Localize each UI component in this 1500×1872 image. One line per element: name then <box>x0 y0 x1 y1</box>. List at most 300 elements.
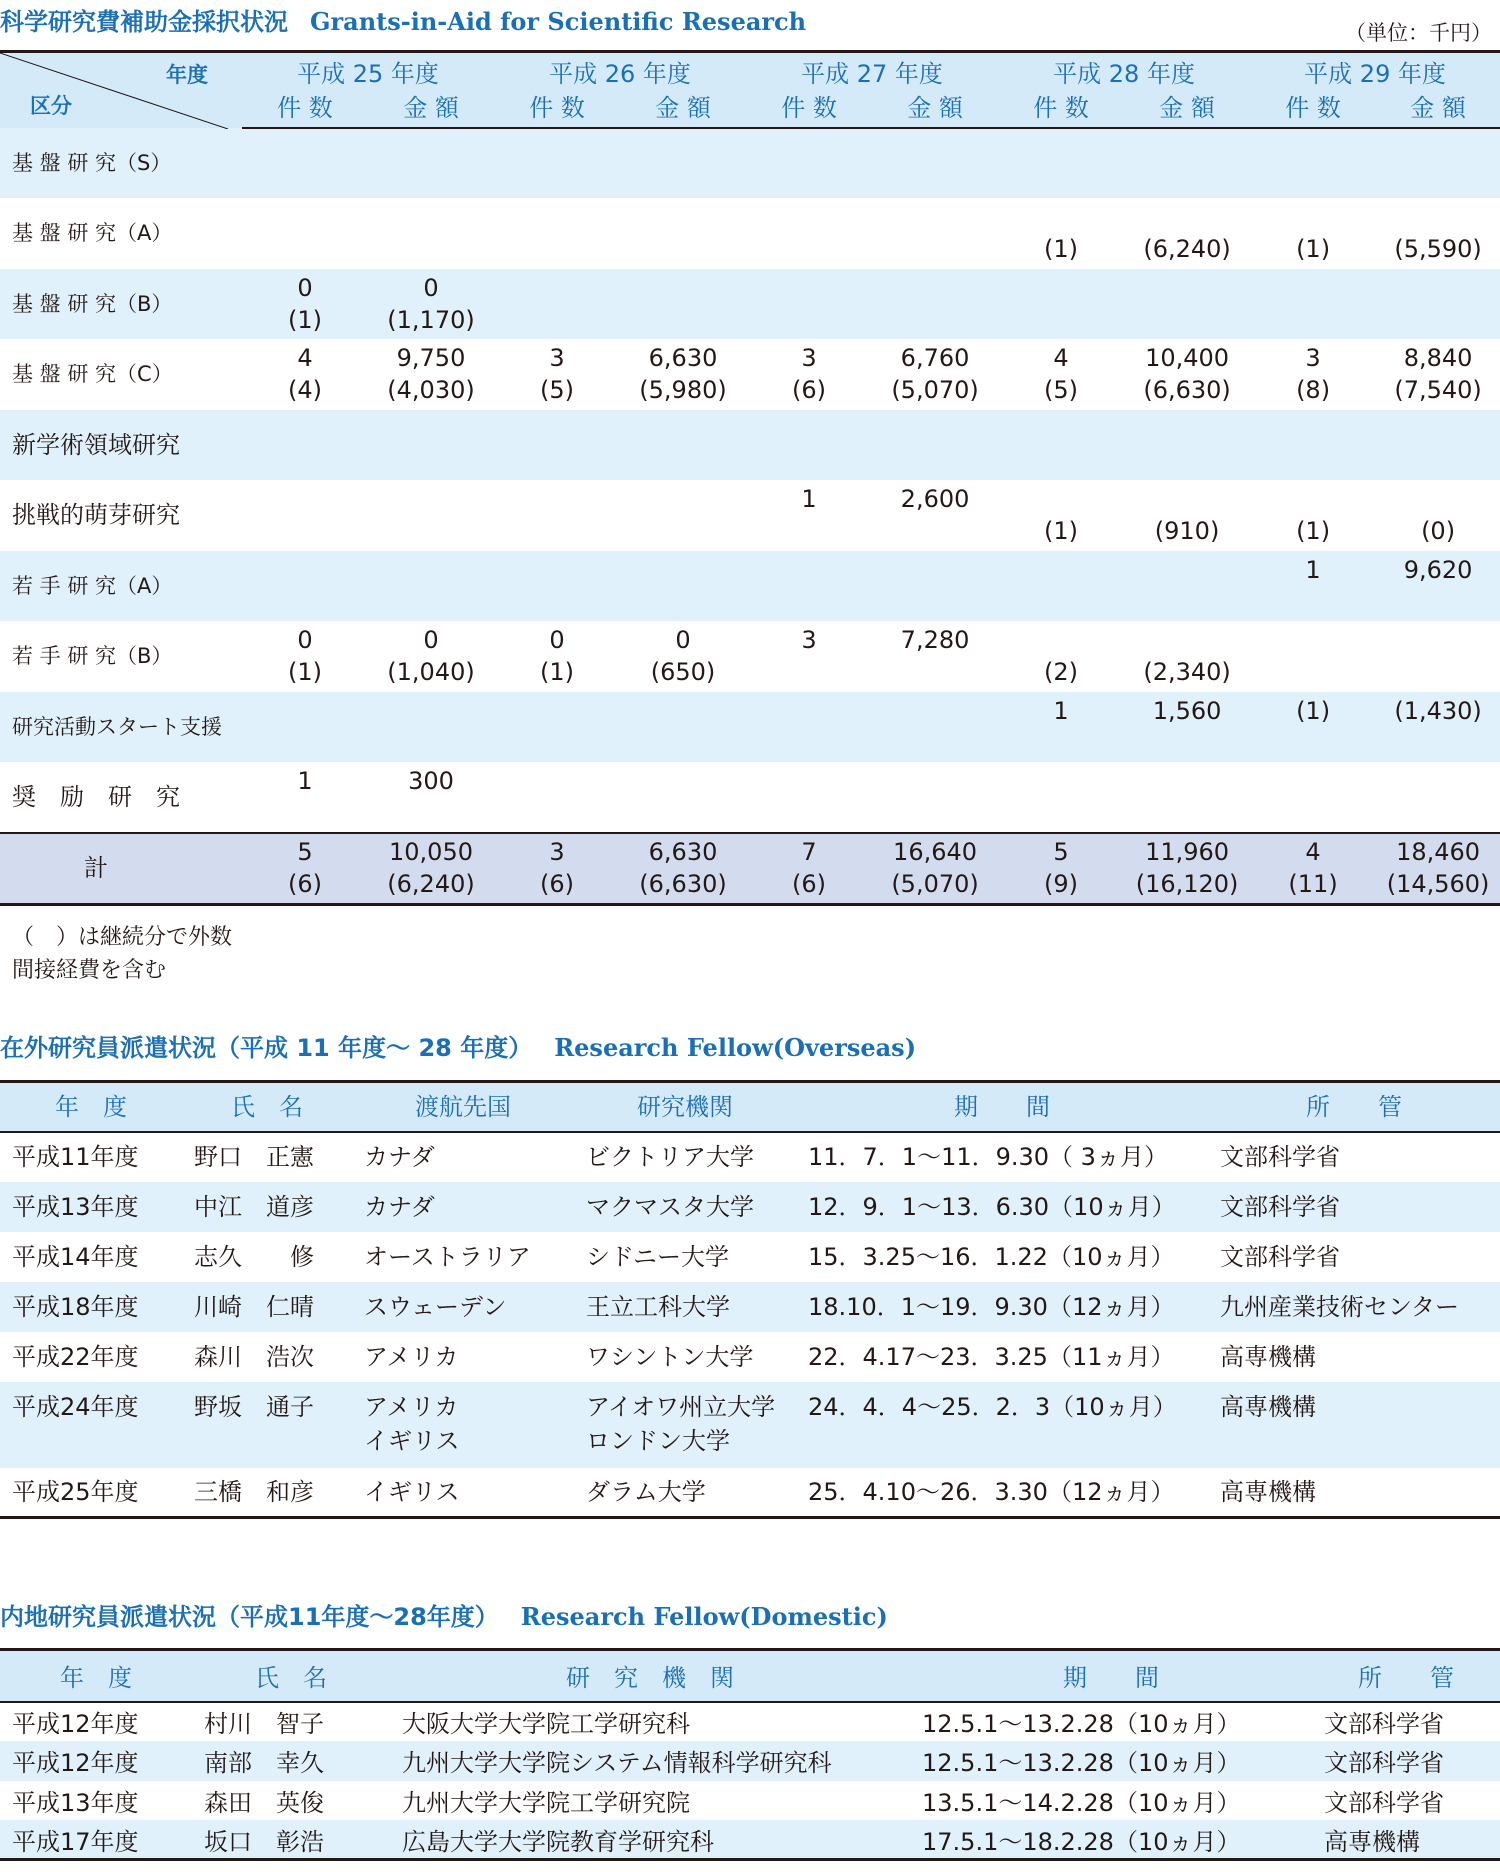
sub-header-count: 件 数 <box>746 90 872 128</box>
cell-line <box>998 304 1124 336</box>
table-cell: 平成13年度 <box>12 1788 139 1817</box>
table-cell: アメリカ <box>364 1342 459 1371</box>
total-label: 計 <box>0 833 242 905</box>
cell-line <box>620 163 746 195</box>
cell-line <box>746 765 872 797</box>
cell-line <box>746 304 872 336</box>
cell-line <box>494 445 620 477</box>
table-cell: 平成22年度 <box>12 1342 139 1371</box>
cell-line <box>746 727 872 759</box>
cell-line <box>368 797 494 829</box>
table-cell: 22．4.17～23．3.25（11ヵ月） <box>808 1342 1175 1371</box>
row-label: 挑戦的萌芽研究 <box>12 501 180 530</box>
table-cell <box>872 551 998 622</box>
cell-line <box>746 201 872 233</box>
overseas-title-en: Research Fellow(Overseas) <box>554 1033 917 1062</box>
total-row <box>0 833 1500 905</box>
table-cell <box>494 551 620 622</box>
cell-line <box>746 695 872 727</box>
cell-line <box>872 131 998 163</box>
cell-line: 4 <box>1053 344 1069 373</box>
cell-line: (2,340) <box>1143 658 1231 687</box>
sub-header-count: 件 数 <box>1250 90 1376 128</box>
table-cell: 文部科学省 <box>1324 1749 1444 1778</box>
table-cell: 文部科学省 <box>1220 1192 1340 1221</box>
note-line: （ ）は継続分で外数 <box>12 925 233 950</box>
cell-line <box>746 131 872 163</box>
table-cell <box>1124 339 1250 410</box>
table-row <box>0 198 1500 269</box>
cell-line <box>1376 586 1500 618</box>
cell-line <box>1376 131 1500 163</box>
table-cell <box>242 762 368 833</box>
cell-line <box>1124 765 1250 797</box>
table-cell <box>1124 762 1250 833</box>
table-cell: 平成17年度 <box>12 1827 139 1856</box>
table-cell: 平成14年度 <box>12 1242 139 1271</box>
table-cell <box>242 128 368 199</box>
cell-line <box>998 272 1124 304</box>
cell-line <box>872 201 998 233</box>
column-header: 年 度 <box>0 1082 182 1132</box>
cell-line: 5 <box>297 838 313 867</box>
table-cell: 九州大学大学院システム情報科学研究科 <box>402 1749 832 1778</box>
cell-line: (1) <box>1044 517 1079 546</box>
cell-line <box>1250 304 1376 336</box>
cell-line <box>1250 624 1376 656</box>
cell-line <box>1124 445 1250 477</box>
cell-line: ロンドン大学 <box>586 1426 730 1455</box>
table-cell: シドニー大学 <box>586 1242 730 1271</box>
table-cell: 17.5.1～18.2.28（10ヵ月） <box>922 1827 1241 1856</box>
table-row <box>0 621 1500 692</box>
table-cell <box>368 551 494 622</box>
cell-line <box>1250 586 1376 618</box>
cell-line: (6) <box>540 870 575 899</box>
cell-line <box>368 554 494 586</box>
cell-line: (8) <box>1296 376 1331 405</box>
table-cell: 野口 正憲 <box>194 1143 314 1171</box>
table-cell: 平成11年度 <box>12 1143 139 1171</box>
cell-line <box>494 554 620 586</box>
table-cell <box>242 621 368 692</box>
cell-line <box>620 727 746 759</box>
cell-line <box>1376 304 1500 336</box>
table-cell: 25．4.10～26．3.30（12ヵ月） <box>808 1477 1175 1506</box>
cell-line <box>872 163 998 195</box>
table-cell <box>998 339 1124 410</box>
cell-line: (4,030) <box>387 376 475 405</box>
cell-line <box>1250 413 1376 445</box>
column-header: 所 管 <box>1208 1082 1500 1132</box>
cell-line <box>368 695 494 727</box>
cell-line <box>1124 727 1250 759</box>
cell-line <box>1250 656 1376 688</box>
cell-line: (5) <box>1044 376 1079 405</box>
table-cell: 森田 英俊 <box>204 1788 324 1817</box>
cell-line: 6,630 <box>648 344 718 373</box>
cell-line: (1) <box>1044 235 1079 264</box>
table-cell <box>998 762 1124 833</box>
table-cell <box>242 198 368 269</box>
cell-line <box>620 304 746 336</box>
table-cell: ダラム大学 <box>586 1477 706 1506</box>
row-label: 奨 励 研 究 <box>12 782 180 811</box>
cell-line <box>872 515 998 547</box>
cell-line <box>368 163 494 195</box>
table-cell: カナダ <box>364 1192 435 1221</box>
table-cell: 平成12年度 <box>12 1710 139 1739</box>
cell-line: (1) <box>1296 696 1331 725</box>
table-cell: 24．4．4～25．2．3（10ヵ月） <box>808 1392 1177 1421</box>
cell-line: (650) <box>650 658 716 687</box>
cell-line <box>242 554 368 586</box>
table-cell: 15．3.25～16．1.22（10ヵ月） <box>808 1242 1175 1271</box>
cell-line: (9) <box>1044 870 1079 899</box>
table-cell <box>368 480 494 551</box>
table-cell: 三橋 和彦 <box>194 1477 314 1506</box>
table-cell <box>1124 551 1250 622</box>
table-cell: 村川 智子 <box>204 1710 324 1739</box>
cell-line: 0 <box>549 626 565 655</box>
cell-line <box>494 131 620 163</box>
sub-header-amount: 金 額 <box>368 90 494 128</box>
table-row <box>0 128 1500 199</box>
cell-line: 0 <box>423 626 439 655</box>
table-cell: 九州産業技術センター <box>1220 1292 1460 1321</box>
cell-line: 6,760 <box>900 344 970 373</box>
corner-category-label: 区分 <box>30 93 72 118</box>
cell-line: 5 <box>1053 838 1069 867</box>
table-cell <box>872 621 998 692</box>
table-row <box>0 551 1500 622</box>
table-cell: 南部 幸久 <box>204 1749 324 1778</box>
year-header <box>998 52 1250 90</box>
table-cell <box>242 480 368 551</box>
table-cell <box>872 198 998 269</box>
overseas-table <box>0 1080 1500 1519</box>
table-cell: 平成18年度 <box>12 1292 139 1321</box>
cell-line <box>368 727 494 759</box>
cell-line: 4 <box>297 344 313 373</box>
overseas-title <box>0 1028 916 1063</box>
table-cell <box>1124 621 1250 692</box>
cell-line <box>494 201 620 233</box>
table-cell: スウェーデン <box>364 1292 507 1321</box>
column-header: 所 管 <box>1312 1650 1500 1702</box>
row-label: 基 盤 研 究（C） <box>12 362 173 387</box>
table-cell <box>998 480 1124 551</box>
cell-line <box>620 413 746 445</box>
cell-line <box>872 304 998 336</box>
table-cell <box>1250 339 1376 410</box>
grants-body <box>0 128 1500 905</box>
table-cell <box>746 128 872 199</box>
sub-header-count: 件 数 <box>242 90 368 128</box>
cell-line: (6,630) <box>639 870 727 899</box>
table-cell <box>242 269 368 340</box>
table-cell <box>620 621 746 692</box>
table-row <box>0 480 1500 551</box>
cell-line <box>242 233 368 265</box>
domestic-body <box>0 1702 1500 1860</box>
grants-title <box>0 2 806 37</box>
cell-line <box>1376 656 1500 688</box>
column-header: 氏 名 <box>192 1650 390 1702</box>
table-cell <box>1376 762 1500 833</box>
cell-line <box>1250 163 1376 195</box>
table-cell <box>1376 128 1500 199</box>
table-row <box>0 1741 1500 1781</box>
cell-line: (0) <box>1421 517 1456 546</box>
cell-line: (6,240) <box>387 870 475 899</box>
table-cell: 平成24年度 <box>12 1392 139 1421</box>
cell-line <box>368 233 494 265</box>
cell-line <box>368 445 494 477</box>
table-cell <box>746 551 872 622</box>
table-cell <box>368 762 494 833</box>
corner-year-label: 年度 <box>166 63 208 87</box>
cell-line: (4) <box>288 376 322 405</box>
cell-line: 7 <box>801 838 817 867</box>
cell-line <box>746 445 872 477</box>
table-cell <box>352 1382 574 1468</box>
table-cell: 志久 修 <box>194 1242 314 1271</box>
table-cell <box>872 410 998 481</box>
domestic-title-en: Research Fellow(Domestic) <box>520 1602 888 1631</box>
cell-line: 1 <box>1305 555 1321 584</box>
table-cell: 高専機構 <box>1220 1477 1316 1506</box>
cell-line <box>242 131 368 163</box>
cell-line: 9,750 <box>396 344 466 373</box>
cell-line: 300 <box>408 766 454 795</box>
table-cell: 13.5.1～14.2.28（10ヵ月） <box>922 1788 1241 1817</box>
cell-line: (14,560) <box>1386 870 1490 899</box>
table-cell: 12.5.1～13.2.28（10ヵ月） <box>922 1710 1241 1739</box>
row-label: 基 盤 研 究（B） <box>12 291 173 316</box>
cell-line <box>746 586 872 618</box>
cell-line: (7,540) <box>1394 376 1482 405</box>
cell-line <box>998 131 1124 163</box>
table-cell <box>620 339 746 410</box>
cell-line <box>998 727 1124 759</box>
table-row <box>0 1132 1500 1182</box>
table-row <box>0 1182 1500 1232</box>
total-cell <box>872 833 998 905</box>
table-cell: 平成25年度 <box>12 1477 139 1506</box>
sub-header-amount: 金 額 <box>872 90 998 128</box>
cell-line: (5,980) <box>639 376 727 405</box>
cell-line <box>746 413 872 445</box>
total-cell <box>620 833 746 905</box>
table-cell <box>574 1382 796 1468</box>
table-cell <box>746 692 872 763</box>
table-row <box>0 1382 1500 1468</box>
cell-line <box>872 413 998 445</box>
cell-line: アイオワ州立大学 <box>586 1392 776 1421</box>
table-cell <box>1376 551 1500 622</box>
table-cell <box>872 339 998 410</box>
cell-line <box>368 201 494 233</box>
cell-line <box>620 272 746 304</box>
column-header: 期 間 <box>910 1650 1312 1702</box>
table-cell: イギリス <box>364 1477 460 1506</box>
table-cell <box>620 692 746 763</box>
cell-line <box>1124 483 1250 515</box>
table-cell: 坂口 彰浩 <box>204 1827 324 1856</box>
table-cell <box>1250 410 1376 481</box>
sub-header-amount: 金 額 <box>620 90 746 128</box>
cell-line <box>1250 797 1376 829</box>
cell-line <box>368 131 494 163</box>
table-cell <box>746 621 872 692</box>
table-row <box>0 269 1500 340</box>
table-row <box>0 1781 1500 1821</box>
cell-line <box>998 163 1124 195</box>
year-label: 平成 27 年度 <box>801 59 943 88</box>
grants-title-en: Grants-in-Aid for Scientific Research <box>310 7 807 36</box>
cell-line <box>494 483 620 515</box>
sub-header-amount: 金 額 <box>1376 90 1500 128</box>
table-cell <box>1376 480 1500 551</box>
table-cell <box>368 339 494 410</box>
table-cell <box>872 762 998 833</box>
table-cell <box>998 198 1124 269</box>
cell-line: イギリス <box>364 1426 460 1455</box>
row-label: 基 盤 研 究（A） <box>12 221 173 246</box>
table-cell <box>1250 692 1376 763</box>
row-label: 若 手 研 究（A） <box>12 573 173 598</box>
cell-line <box>746 272 872 304</box>
cell-line <box>1376 445 1500 477</box>
cell-line <box>1124 586 1250 618</box>
table-cell: 12．9．1～13．6.30（10ヵ月） <box>808 1192 1176 1221</box>
table-cell <box>1250 621 1376 692</box>
cell-line <box>872 554 998 586</box>
cell-line <box>620 765 746 797</box>
cell-line <box>620 131 746 163</box>
domestic-table <box>0 1648 1500 1861</box>
table-cell: 文部科学省 <box>1220 1143 1340 1171</box>
cell-line: (16,120) <box>1135 870 1239 899</box>
row-label: 研究活動スタート支援 <box>12 714 222 739</box>
table-row <box>0 692 1500 763</box>
cell-line: 1 <box>297 766 313 795</box>
table-cell: 12.5.1～13.2.28（10ヵ月） <box>922 1749 1241 1778</box>
table-cell <box>1250 128 1376 199</box>
cell-line <box>1376 765 1500 797</box>
note-line: 間接経費を含む <box>12 958 167 983</box>
cell-line <box>242 201 368 233</box>
table-cell <box>1124 480 1250 551</box>
grants-notes <box>12 921 232 987</box>
table-cell: 11．7．1～11．9.30（ 3ヵ月） <box>808 1143 1168 1171</box>
table-cell <box>872 692 998 763</box>
cell-line: (1) <box>1296 235 1331 264</box>
total-cell <box>1124 833 1250 905</box>
table-cell <box>1376 621 1500 692</box>
table-row <box>0 1820 1500 1860</box>
table-cell <box>998 128 1124 199</box>
cell-line <box>998 445 1124 477</box>
cell-line: (1,040) <box>387 658 475 687</box>
cell-line <box>242 515 368 547</box>
cell-line <box>1250 765 1376 797</box>
cell-line: (6,240) <box>1143 235 1231 264</box>
cell-line <box>620 483 746 515</box>
table-cell <box>872 128 998 199</box>
table-cell <box>242 551 368 622</box>
table-cell <box>872 480 998 551</box>
cell-line: (910) <box>1154 517 1220 546</box>
table-cell <box>620 410 746 481</box>
cell-line <box>620 515 746 547</box>
cell-line <box>872 727 998 759</box>
cell-line <box>998 413 1124 445</box>
grants-title-jp: 科学研究費補助金採択状況 <box>0 8 288 36</box>
table-cell <box>998 269 1124 340</box>
cell-line <box>494 515 620 547</box>
table-row <box>0 762 1500 833</box>
table-row <box>0 1702 1500 1742</box>
table-cell <box>620 128 746 199</box>
cell-line <box>620 201 746 233</box>
table-row <box>0 1468 1500 1518</box>
cell-line: 9,620 <box>1403 555 1473 584</box>
cell-line: 3 <box>1305 344 1321 373</box>
cell-line: (11) <box>1288 870 1338 899</box>
table-cell <box>998 621 1124 692</box>
table-cell <box>494 762 620 833</box>
cell-line <box>998 201 1124 233</box>
cell-line <box>1250 727 1376 759</box>
cell-line: 3 <box>549 344 565 373</box>
total-cell <box>1250 833 1376 905</box>
total-cell <box>494 833 620 905</box>
table-cell: 高専機構 <box>1220 1342 1316 1371</box>
table-cell <box>620 762 746 833</box>
table-cell <box>242 410 368 481</box>
cell-line: 11,960 <box>1145 838 1230 867</box>
cell-line <box>1250 131 1376 163</box>
cell-line <box>620 233 746 265</box>
grants-year-header-row <box>0 52 1500 90</box>
table-cell <box>620 269 746 340</box>
table-cell: 文部科学省 <box>1324 1788 1444 1817</box>
cell-line <box>242 413 368 445</box>
table-cell <box>998 410 1124 481</box>
overseas-body <box>0 1132 1500 1518</box>
cell-line: (6,630) <box>1143 376 1231 405</box>
table-cell: 文部科学省 <box>1324 1710 1444 1739</box>
domestic-title-jp: 内地研究員派遣状況（平成11年度～28年度） <box>0 1603 499 1631</box>
row-label: 新学術領域研究 <box>12 430 180 459</box>
table-cell <box>494 410 620 481</box>
table-cell <box>746 762 872 833</box>
table-cell <box>872 269 998 340</box>
cell-line <box>242 445 368 477</box>
table-cell <box>1250 269 1376 340</box>
year-label: 平成 25 年度 <box>297 59 439 88</box>
table-cell <box>368 692 494 763</box>
total-cell <box>998 833 1124 905</box>
table-cell <box>494 128 620 199</box>
table-cell: 平成12年度 <box>12 1749 139 1778</box>
table-cell: 王立工科大学 <box>586 1292 730 1321</box>
cell-line <box>494 272 620 304</box>
row-label: 基 盤 研 究（S） <box>12 150 172 175</box>
year-header <box>1250 52 1500 90</box>
